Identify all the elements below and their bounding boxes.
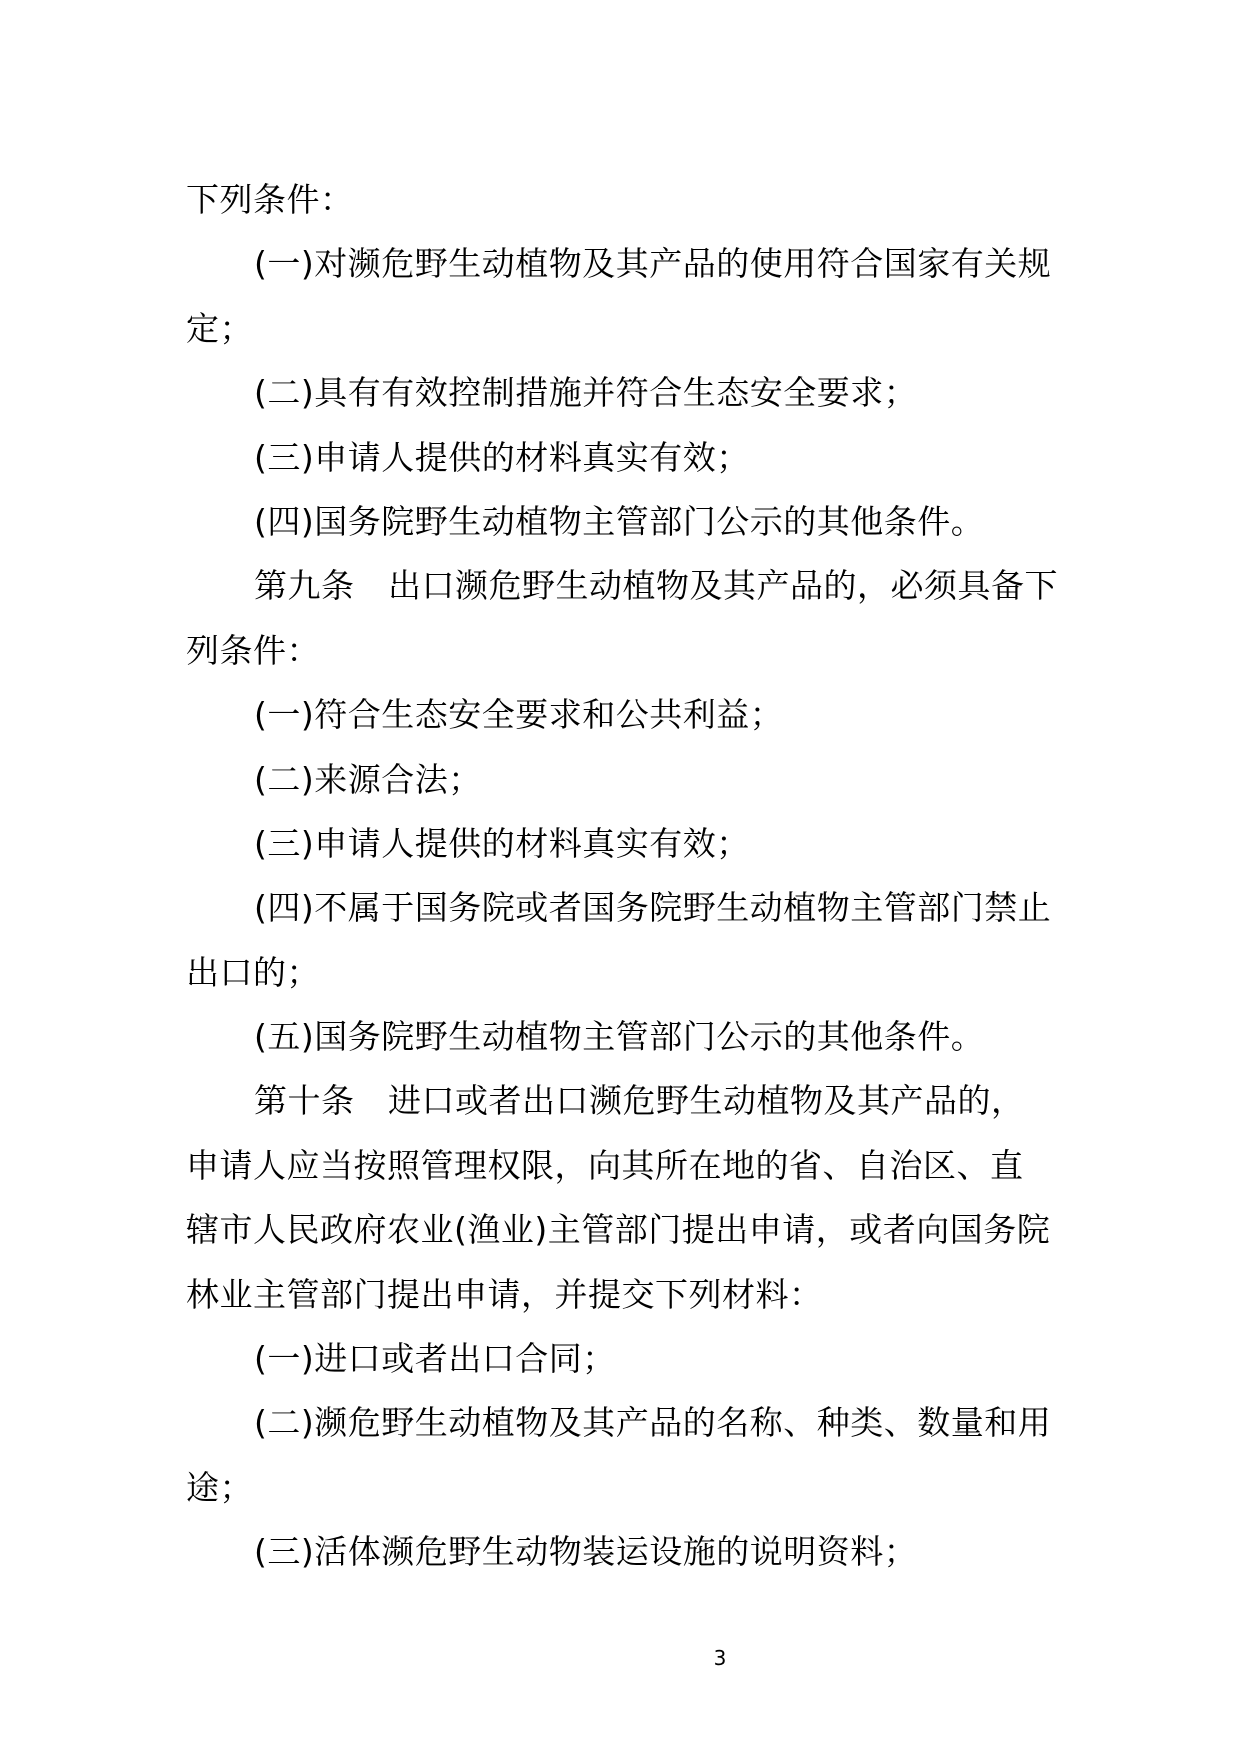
text-line: (四)不属于国务院或者国务院野生动植物主管部门禁止 [254, 888, 1052, 928]
page-number: 3 [713, 1646, 727, 1670]
text-line: (二)来源合法； [254, 759, 482, 799]
text-line: (四)国务院野生动植物主管部门公示的其他条件。 [254, 501, 985, 541]
text-line: (一)符合生态安全要求和公共利益； [254, 695, 784, 735]
text-line: 下列条件： [186, 180, 354, 219]
body-text [186, 168, 1056, 1585]
text-line: 途； [186, 1467, 253, 1507]
text-line: (二)具有有效控制措施并符合生态安全要求； [254, 373, 918, 413]
text-line: (一)进口或者出口合同； [254, 1339, 616, 1379]
text-line: 出口的； [186, 952, 320, 992]
text-line: 列条件： [186, 630, 320, 670]
text-line: (三)申请人提供的材料真实有效； [254, 437, 750, 477]
text-line: 辖市人民政府农业(渔业)主管部门提出申请，或者向国务院 [186, 1210, 1051, 1250]
text-line: 林业主管部门提出申请，并提交下列材料： [186, 1274, 823, 1314]
text-line: (五)国务院野生动植物主管部门公示的其他条件。 [254, 1017, 985, 1057]
text-line: (三)活体濒危野生动物装运设施的说明资料； [254, 1532, 918, 1572]
text-line: 第九条 出口濒危野生动植物及其产品的，必须具备下 [254, 566, 1058, 606]
text-line: 申请人应当按照管理权限，向其所在地的省、自治区、直 [186, 1145, 1024, 1185]
text-line: (二)濒危野生动植物及其产品的名称、种类、数量和用 [254, 1403, 1052, 1443]
text-line: 第十条 进口或者出口濒危野生动植物及其产品的， [254, 1081, 1025, 1121]
text-line: 定； [186, 308, 253, 348]
text-line: (三)申请人提供的材料真实有效； [254, 823, 750, 863]
text-line: (一)对濒危野生动植物及其产品的使用符合国家有关规 [254, 244, 1052, 284]
